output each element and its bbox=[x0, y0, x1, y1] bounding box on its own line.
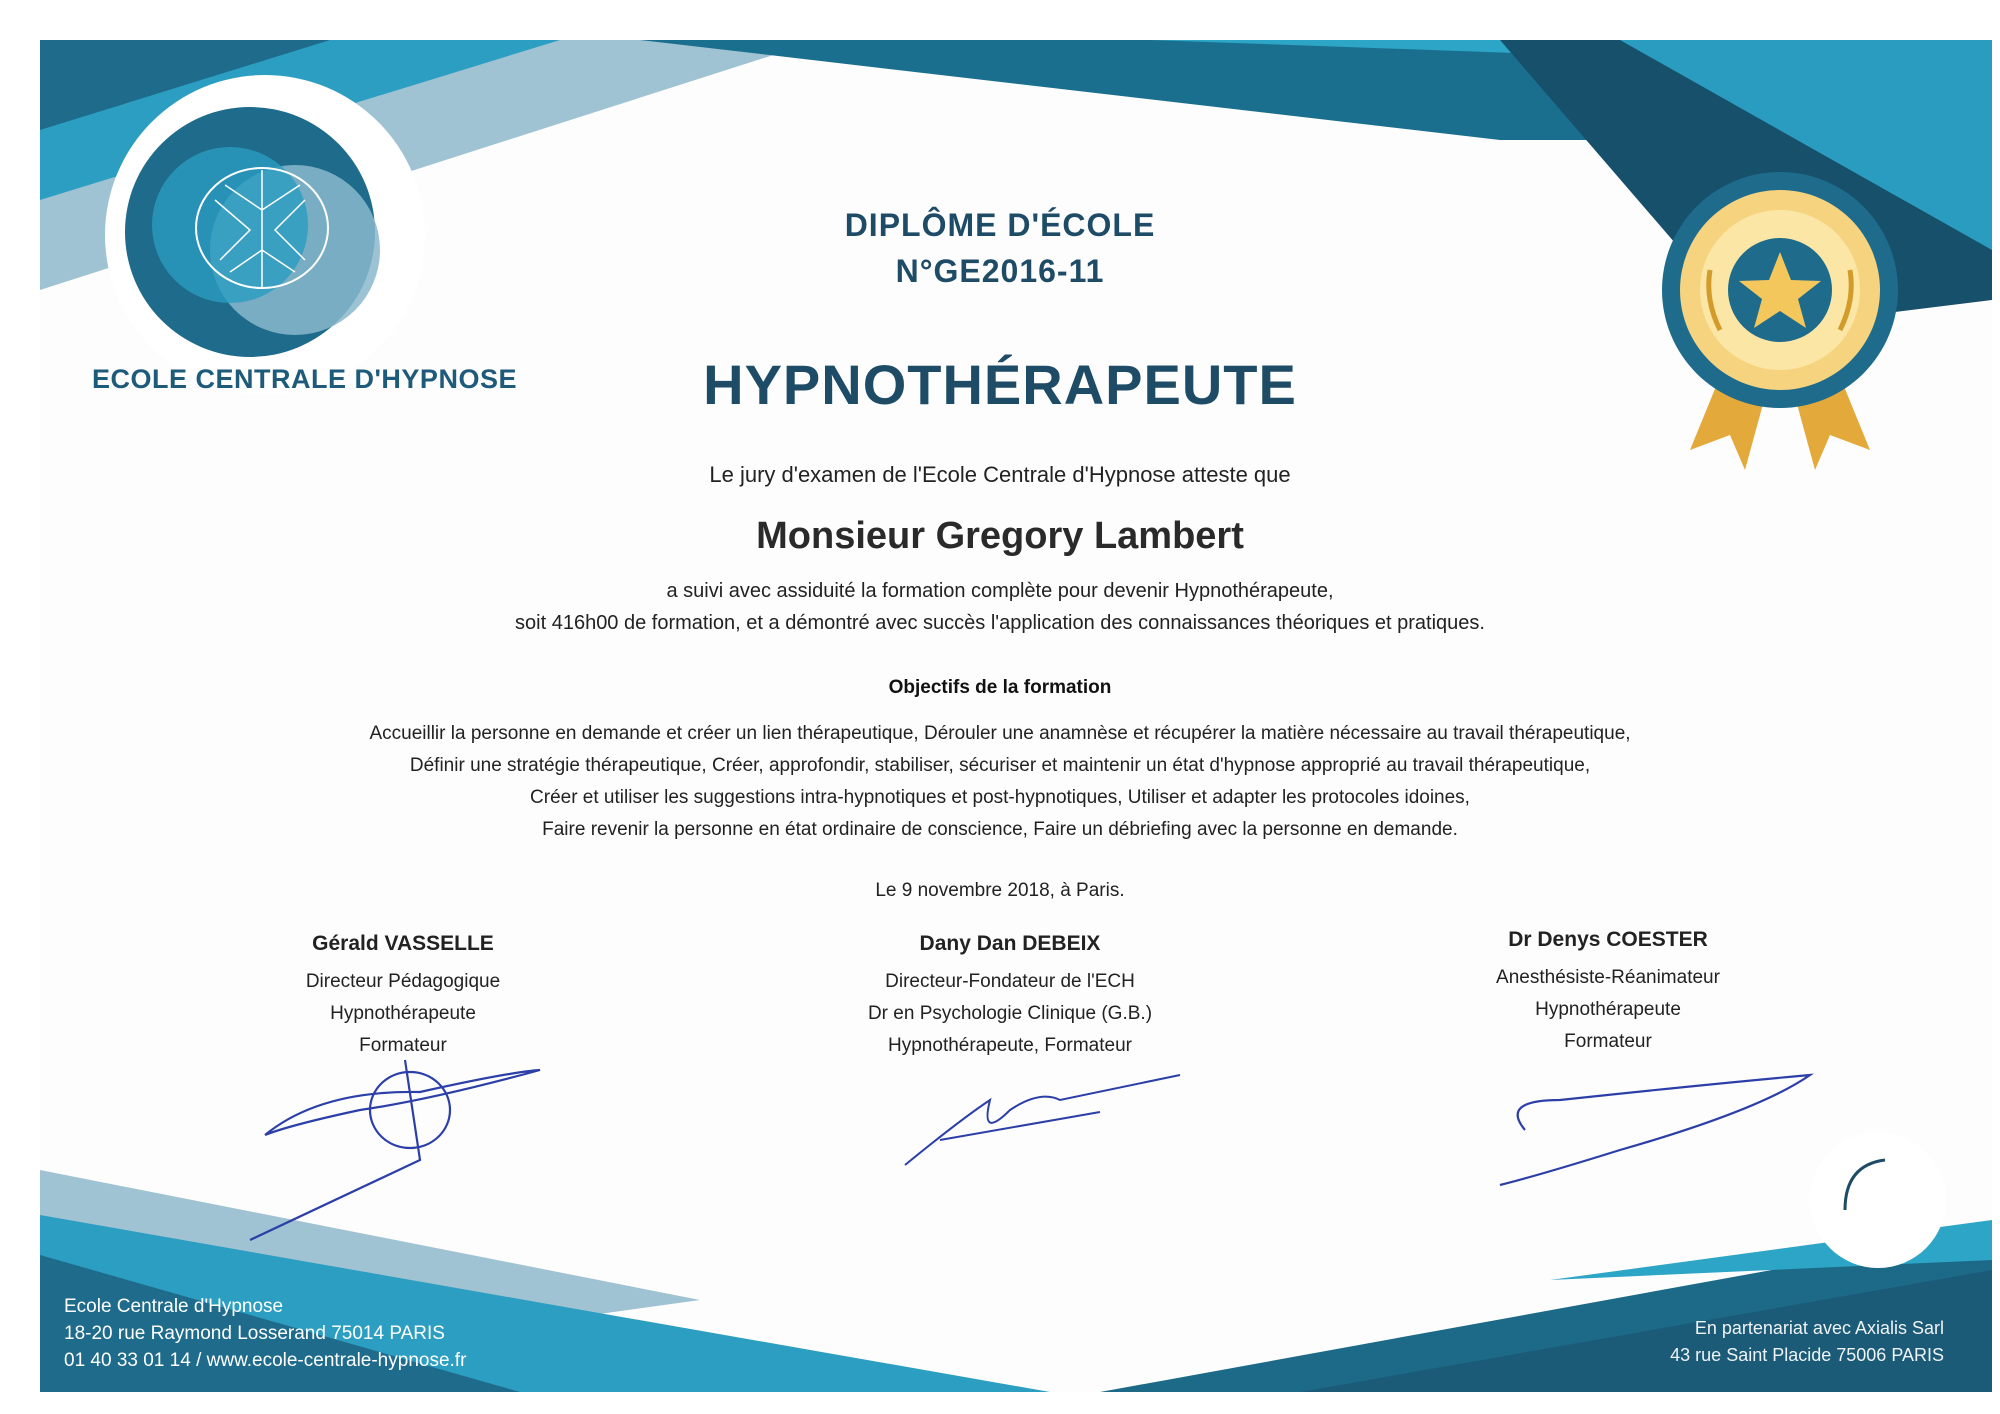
objective-line: Définir une stratégie thérapeutique, Créer, approfondir, stabiliser, sécuriser et maintenir un état d'hypnose approprié au travail thérapeutique, bbox=[409, 755, 1591, 776]
signatory-role: Formateur bbox=[1564, 1031, 1652, 1052]
issue-date: Le 9 novembre 2018, à Paris. bbox=[875, 880, 1125, 901]
signatory-role: Formateur bbox=[359, 1035, 447, 1056]
objectives-heading: Objectifs de la formation bbox=[888, 677, 1112, 698]
recipient-name: Monsieur Gregory Lambert bbox=[756, 515, 1244, 557]
school-logo-name: ECOLE CENTRALE D'HYPNOSE bbox=[92, 364, 517, 394]
attestation-body bbox=[0, 575, 2000, 639]
signatory-name: Dr Denys COESTER bbox=[1508, 928, 1708, 951]
footer-address: 18-20 rue Raymond Losserand 75014 PARIS bbox=[64, 1323, 445, 1344]
footer-school-address bbox=[64, 1293, 466, 1374]
footer-contact: 01 40 33 01 14 / www.ecole-centrale-hypnose.fr bbox=[64, 1350, 467, 1371]
attestation-intro: Le jury d'examen de l'Ecole Centrale d'Hypnose atteste que bbox=[709, 462, 1291, 487]
axialis-logo bbox=[1810, 1132, 1946, 1268]
objectives-list bbox=[0, 718, 2000, 846]
diploma-type: DIPLÔME D'ÉCOLE bbox=[844, 207, 1156, 243]
signatory-debeix bbox=[830, 928, 1190, 1062]
footer-school-name: Ecole Centrale d'Hypnose bbox=[64, 1296, 284, 1317]
body-line: soit 416h00 de formation, et a démontré avec succès l'application des connaissances théoriques et pratiques. bbox=[515, 612, 1485, 634]
signatory-role: Dr en Psychologie Clinique (G.B.) bbox=[867, 1003, 1153, 1024]
diploma-heading bbox=[0, 202, 2000, 294]
objective-line: Créer et utiliser les suggestions intra-hypnotiques et post-hypnotiques, Utiliser et adapter les protocoles idoines, bbox=[530, 787, 1470, 808]
objective-line: Faire revenir la personne en état ordinaire de conscience, Faire un débriefing avec la personne en demande. bbox=[542, 819, 1458, 840]
objective-line: Accueillir la personne en demande et créer un lien thérapeutique, Dérouler une anamnèse et récupérer la matière nécessaire au travail thérapeutique, bbox=[369, 723, 1631, 744]
footer-partner bbox=[1670, 1315, 1944, 1369]
diploma-title: HYPNOTHÉRAPEUTE bbox=[703, 353, 1297, 416]
signatory-role: Anesthésiste-Réanimateur bbox=[1496, 967, 1720, 988]
signatory-vasselle bbox=[223, 928, 583, 1062]
signatory-role: Hypnothérapeute, Formateur bbox=[888, 1035, 1132, 1056]
footer-partner-line: En partenariat avec Axialis Sarl bbox=[1694, 1318, 1944, 1338]
signatory-role: Hypnothérapeute bbox=[1535, 999, 1681, 1020]
signatory-name: Gérald VASSELLE bbox=[312, 932, 494, 955]
signatory-role: Directeur Pédagogique bbox=[305, 971, 501, 992]
footer-partner-address: 43 rue Saint Placide 75006 PARIS bbox=[1670, 1345, 1944, 1365]
diploma-number: N°GE2016-11 bbox=[895, 253, 1105, 289]
signatory-role: Directeur-Fondateur de l'ECH bbox=[885, 971, 1135, 992]
signatory-role: Hypnothérapeute bbox=[330, 1003, 476, 1024]
signatory-name: Dany Dan DEBEIX bbox=[919, 932, 1101, 955]
body-line: a suivi avec assiduité la formation complète pour devenir Hypnothérapeute, bbox=[666, 580, 1334, 602]
signatory-coester bbox=[1428, 924, 1788, 1058]
